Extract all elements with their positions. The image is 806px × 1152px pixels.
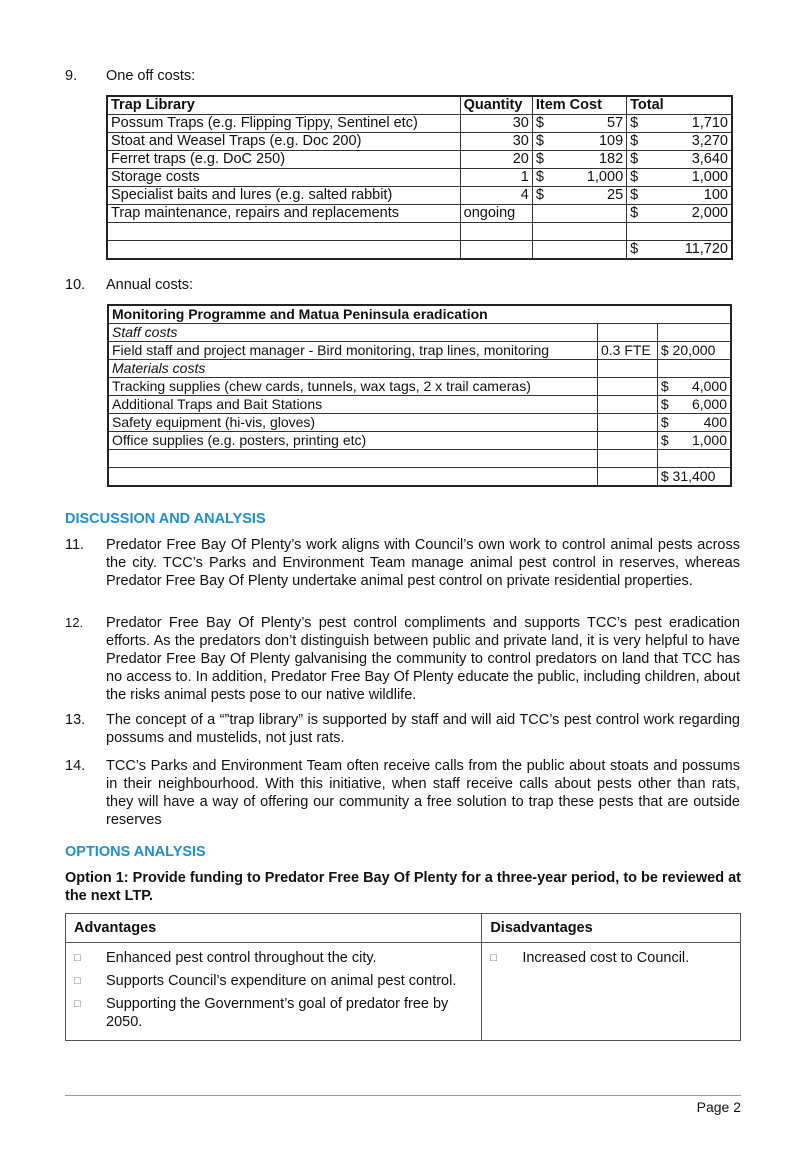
amount-cell	[657, 396, 731, 414]
section-heading: Staff costs	[108, 324, 597, 342]
item-cell: Trap maintenance, repairs and replacements	[107, 205, 460, 223]
total-value: 3,270	[691, 133, 728, 149]
bullet-text: Supports Council’s expenditure on animal pest control.	[106, 973, 457, 989]
table-row	[66, 943, 741, 1041]
table-header-row	[107, 96, 732, 115]
bullet-text: Supporting the Government’s goal of predator free by 2050.	[106, 996, 449, 1030]
item-cell: Stoat and Weasel Traps (e.g. Doc 200)	[107, 133, 460, 151]
section-heading-options: OPTIONS ANALYSIS	[65, 844, 206, 860]
table-row	[107, 133, 732, 151]
currency-symbol: $	[535, 187, 544, 203]
item-text: Predator Free Bay Of Plenty’s pest control compliments and supports TCC’s pest eradication efforts. As the predators don’t distinguish between public and private land, it is very helpful to have Predator Free Bay Of Plenty galvanising the community to control predators on land that TCC has no access to. In addition, Predator Free Bay Of Plenty educate the public, including children, about the risks animal pests pose to our native wildlife.	[106, 615, 740, 703]
currency-symbol: $	[660, 396, 669, 412]
item-cost-cell	[532, 205, 626, 223]
quantity-cell: 1	[460, 169, 532, 187]
total-cell	[627, 205, 732, 223]
table-row	[108, 342, 731, 360]
amount-cell	[657, 432, 731, 450]
table-row	[108, 468, 731, 487]
header-cell: Quantity	[460, 96, 532, 115]
item-number: 14.	[65, 758, 86, 774]
grand-total-row	[107, 241, 732, 260]
table-row	[107, 115, 732, 133]
header-cell: Trap Library	[107, 96, 460, 115]
currency-symbol: $	[535, 115, 544, 131]
table-header-row	[66, 914, 741, 943]
currency-symbol: $	[630, 205, 639, 221]
bullet-item	[70, 949, 477, 967]
table-row	[108, 450, 731, 468]
table-row	[108, 432, 731, 450]
bullet-box-icon: □	[490, 952, 497, 964]
item-number: 11.	[65, 537, 85, 553]
currency-symbol: $	[630, 115, 639, 131]
quantity-cell: 4	[460, 187, 532, 205]
item-text: TCC’s Parks and Environment Team often receive calls from the public about stoats and possums in their neighbourhood. With this initiative, when staff receive calls about pests other than rats, they will have a way of offering our community a free solution to trap these pests that are outside reserves	[106, 758, 740, 828]
cost-value: 109	[598, 133, 624, 149]
cell: $ 20,000	[657, 342, 731, 360]
item-cell: Office supplies (e.g. posters, printing etc)	[108, 432, 597, 450]
bullet-item	[70, 972, 477, 990]
page-number: Page 2	[696, 1099, 741, 1115]
total-cell	[627, 151, 732, 169]
currency-symbol: $	[630, 169, 639, 185]
table-row	[108, 414, 731, 432]
total-value: 1,000	[691, 169, 728, 185]
cost-value: 182	[598, 151, 624, 167]
item-text: One off costs:	[106, 68, 196, 84]
bullet-text: Enhanced pest control throughout the city.	[106, 950, 377, 966]
total-cell	[627, 133, 732, 151]
section-heading: Materials costs	[108, 360, 597, 378]
total-value: 1,710	[691, 115, 728, 131]
currency-symbol: $	[630, 151, 639, 167]
item-cell: Ferret traps (e.g. DoC 250)	[107, 151, 460, 169]
currency-symbol: $	[535, 169, 544, 185]
cell: Field staff and project manager - Bird monitoring, trap lines, monitoring	[108, 342, 597, 360]
item-cell: Safety equipment (hi-vis, gloves)	[108, 414, 597, 432]
table-row	[108, 360, 731, 378]
bullet-item	[486, 949, 736, 967]
currency-symbol: $	[660, 414, 669, 430]
disadvantages-header: Disadvantages	[482, 914, 741, 943]
amount-cell	[657, 414, 731, 432]
amount-value: 4,000	[691, 378, 727, 394]
currency-symbol: $	[630, 187, 639, 203]
total-value: 3,640	[691, 151, 728, 167]
grand-total-value: 11,720	[684, 241, 728, 257]
bullet-text: Increased cost to Council.	[522, 950, 690, 966]
table-row	[108, 305, 731, 324]
item-number: 10.	[65, 277, 86, 293]
options-table	[65, 913, 741, 1041]
table-row	[108, 324, 731, 342]
quantity-cell: 30	[460, 115, 532, 133]
advantages-header: Advantages	[66, 914, 482, 943]
item-number: 12.	[65, 615, 84, 630]
total-value: 2,000	[691, 205, 728, 221]
cost-value: 1,000	[586, 169, 624, 185]
monitoring-table	[107, 304, 732, 487]
amount-cell	[657, 378, 731, 396]
item-text: Annual costs:	[106, 277, 194, 293]
header-cell: Total	[627, 96, 732, 115]
item-cell: Specialist baits and lures (e.g. salted rabbit)	[107, 187, 460, 205]
grand-total-cell	[627, 241, 732, 260]
amount-value: 1,000	[691, 432, 727, 448]
advantages-cell	[66, 943, 482, 1041]
trap-library-table	[106, 95, 733, 260]
table-row	[107, 151, 732, 169]
cell: 0.3 FTE	[597, 342, 657, 360]
cost-value: 57	[607, 115, 624, 131]
quantity-cell: ongoing	[460, 205, 532, 223]
item-number: 13.	[65, 712, 86, 728]
currency-symbol: $	[630, 241, 639, 257]
table-row	[108, 378, 731, 396]
table-row	[107, 205, 732, 223]
quantity-cell: 20	[460, 151, 532, 169]
currency-symbol: $	[660, 432, 669, 448]
currency-symbol: $	[630, 133, 639, 149]
currency-symbol: $	[535, 133, 544, 149]
item-cost-cell	[532, 169, 626, 187]
disadvantages-cell	[482, 943, 741, 1041]
total-cell	[627, 115, 732, 133]
header-cell: Item Cost	[532, 96, 626, 115]
section-heading-discussion: DISCUSSION AND ANALYSIS	[65, 511, 266, 527]
item-cost-cell	[532, 151, 626, 169]
item-cell: Possum Traps (e.g. Flipping Tippy, Sentinel etc)	[107, 115, 460, 133]
currency-symbol: $	[660, 378, 669, 394]
total-cell	[627, 169, 732, 187]
option-1-heading: Option 1: Provide funding to Predator Free Bay Of Plenty for a three-year period, to be reviewed at the next LTP.	[65, 870, 741, 904]
table-row	[107, 187, 732, 205]
total-value: 100	[703, 187, 728, 203]
bullet-box-icon: □	[74, 952, 81, 964]
total-cell	[627, 187, 732, 205]
item-text: The concept of a “”trap library” is supported by staff and will aid TCC’s pest control work regarding possums and mustelids, not just rats.	[106, 712, 740, 746]
cost-value: 25	[607, 187, 624, 203]
amount-value: 400	[703, 414, 727, 430]
item-cost-cell	[532, 133, 626, 151]
table-row	[108, 396, 731, 414]
quantity-cell: 30	[460, 133, 532, 151]
currency-symbol: $	[535, 151, 544, 167]
amount-value: 6,000	[691, 396, 727, 412]
table-title: Monitoring Programme and Matua Peninsula eradication	[108, 305, 731, 324]
item-cell: Additional Traps and Bait Stations	[108, 396, 597, 414]
item-number: 9.	[65, 68, 78, 84]
item-cost-cell	[532, 115, 626, 133]
total-cell: $ 31,400	[657, 468, 731, 487]
bullet-box-icon: □	[74, 998, 81, 1010]
item-cost-cell	[532, 187, 626, 205]
table-row	[107, 169, 732, 187]
bullet-box-icon: □	[74, 975, 81, 987]
table-row	[107, 223, 732, 241]
item-cell: Storage costs	[107, 169, 460, 187]
bullet-item	[70, 995, 477, 1031]
footer-divider	[65, 1095, 741, 1096]
item-cell: Tracking supplies (chew cards, tunnels, wax tags, 2 x trail cameras)	[108, 378, 597, 396]
item-text: Predator Free Bay Of Plenty’s work aligns with Council’s own work to control animal pests across the city. TCC’s Parks and Environment Team manage animal pest control in reserves, whereas Predator Free Bay Of Plenty undertake animal pest control on private residential properties.	[106, 537, 740, 589]
